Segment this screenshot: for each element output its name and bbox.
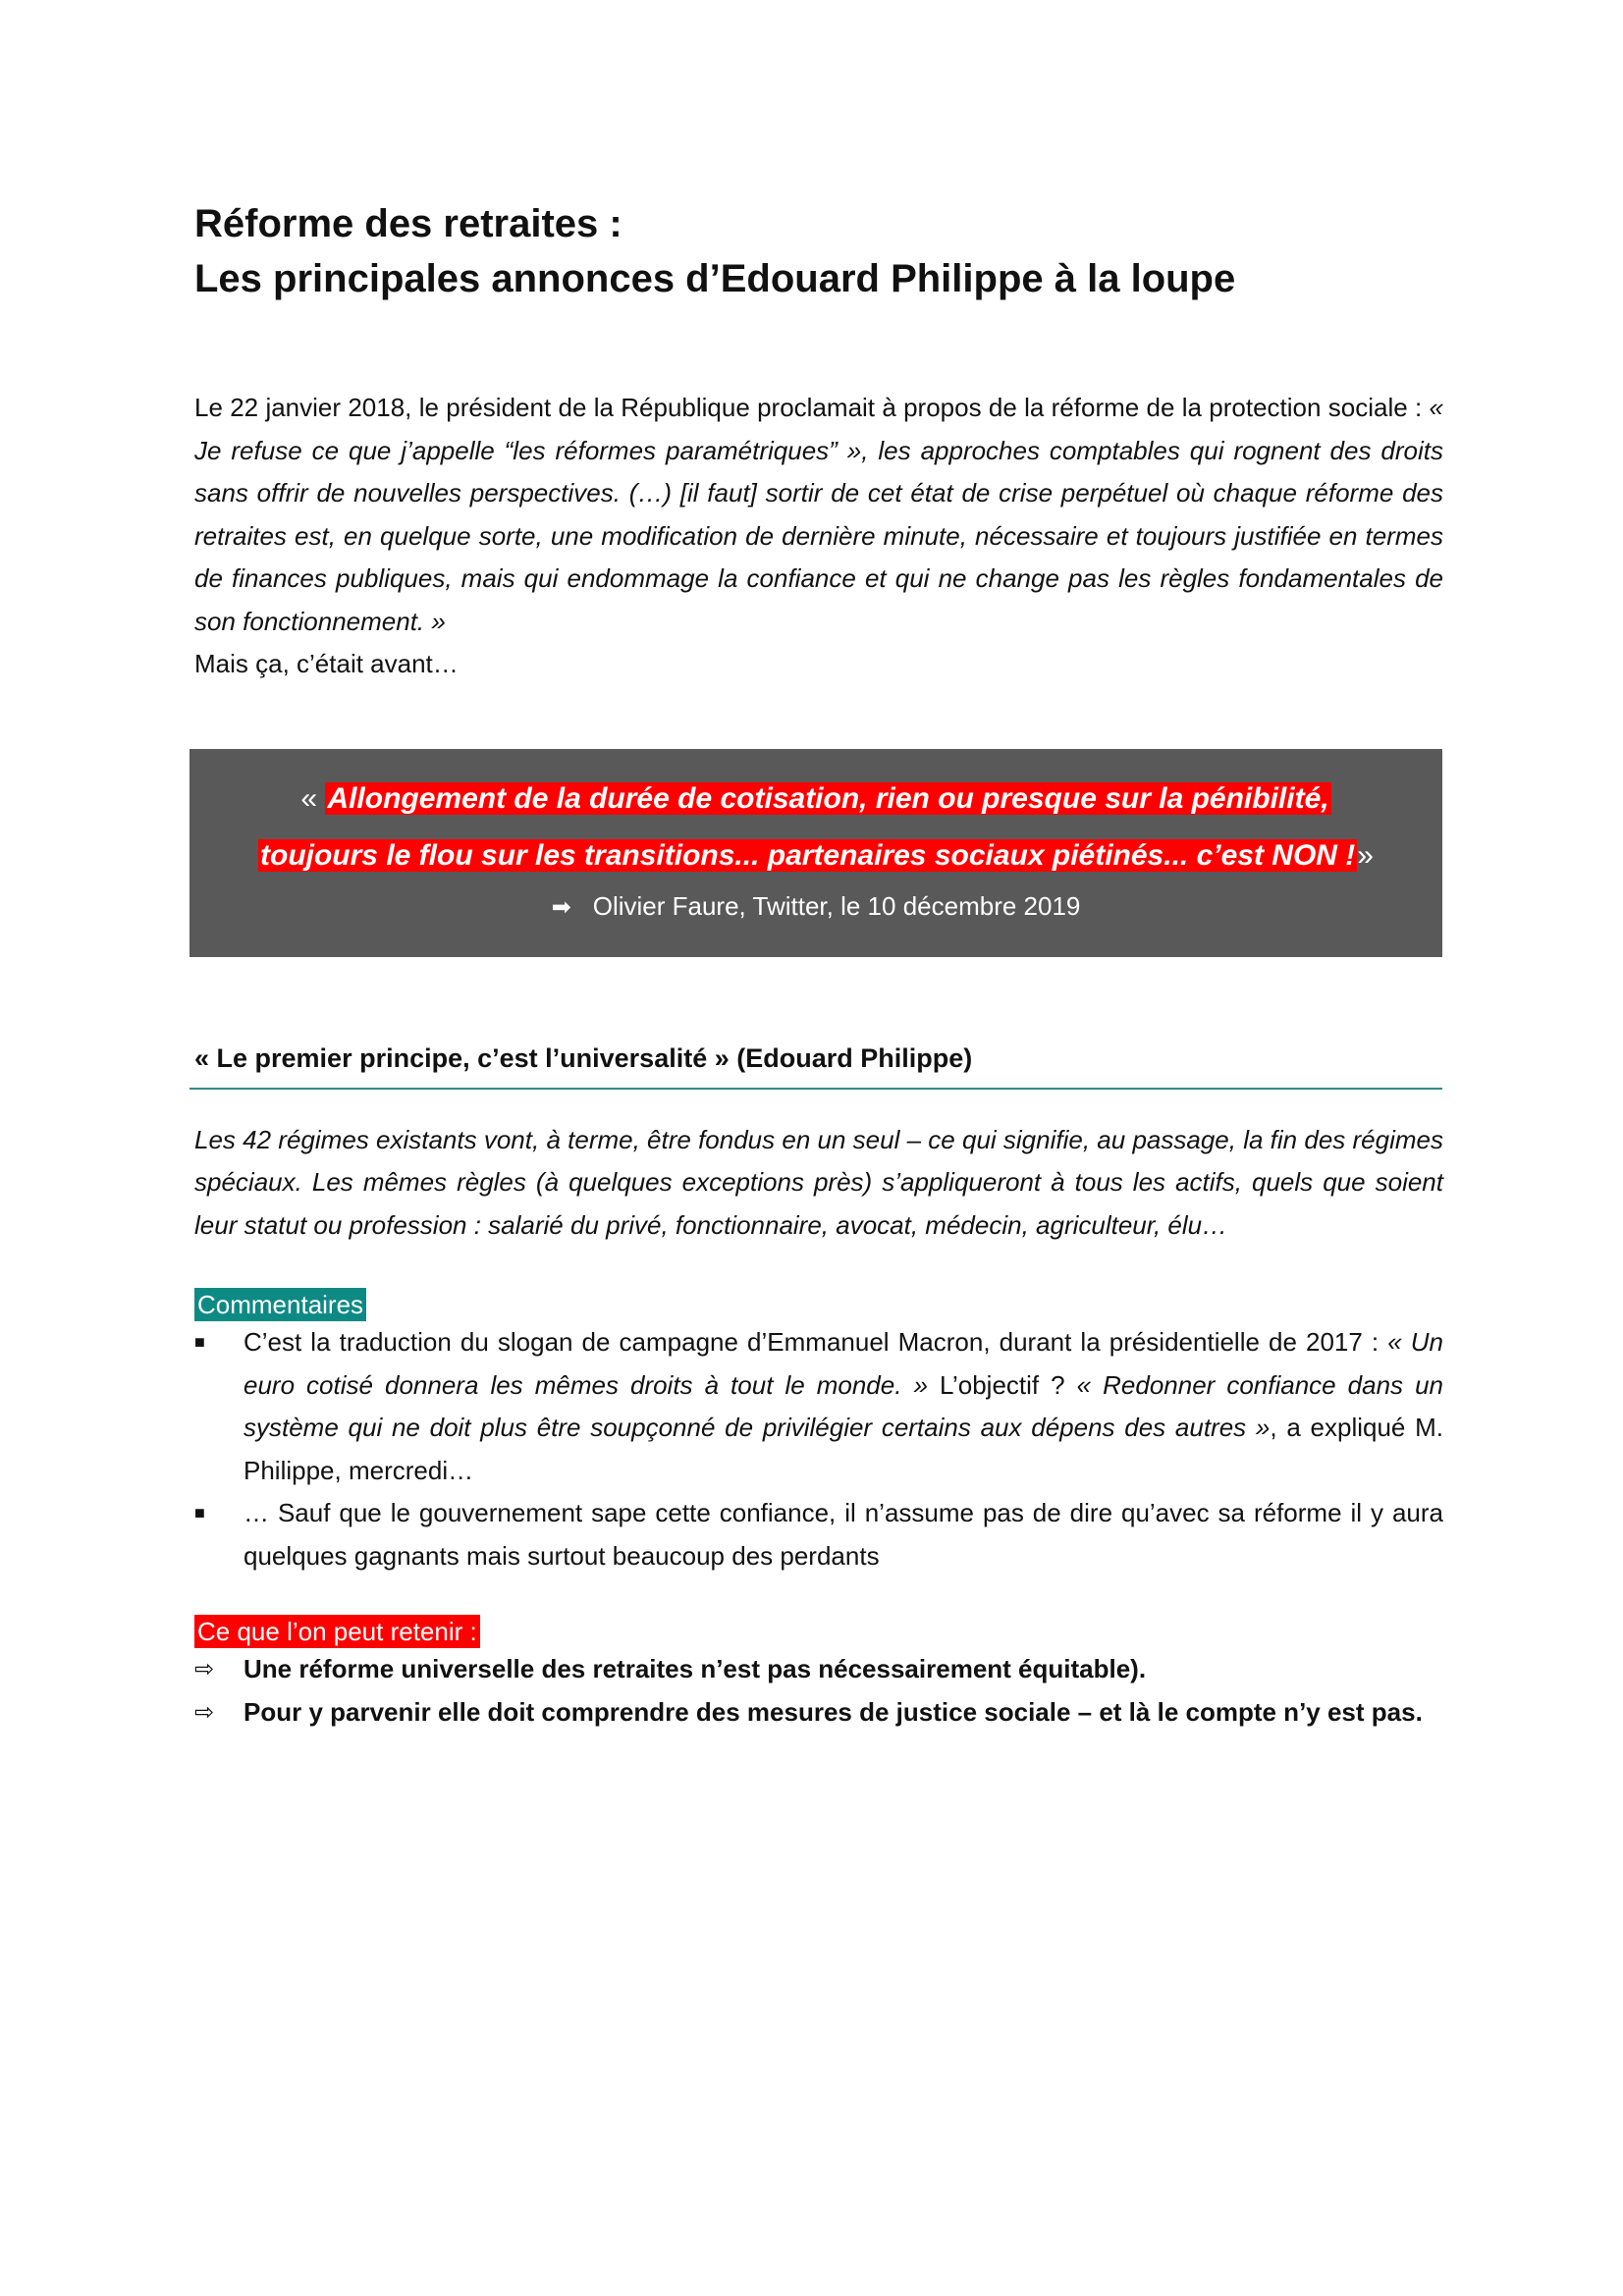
retain-text: Une réforme universelle des retraites n’est pas nécessairement équitable). bbox=[243, 1654, 1147, 1683]
comment-text: L’objectif ? bbox=[927, 1369, 1077, 1400]
callout-highlight-1: Allongement de la durée de cotisation, rien ou presque sur la pénibilité, bbox=[327, 781, 1329, 815]
comment-item bbox=[194, 1492, 1443, 1577]
document-page bbox=[194, 196, 1443, 1734]
retain-label: Ce que l’on peut retenir : bbox=[194, 1615, 480, 1648]
retain-block bbox=[194, 1615, 1443, 1734]
title-line-2: Les principales annonces d’Edouard Philippe à la loupe bbox=[194, 257, 1236, 300]
comment-text: , a expliqué M. Philippe, mercredi… bbox=[243, 1413, 1443, 1485]
callout-quote-box bbox=[189, 749, 1442, 957]
retain-list bbox=[194, 1648, 1443, 1734]
open-guillemet: « bbox=[300, 781, 326, 815]
callout-line-2 bbox=[189, 828, 1442, 884]
arrow-outline-icon: ⇨ bbox=[194, 1656, 215, 1682]
callout-highlight-2: toujours le flou sur les transitions... partenaires sociaux piétinés... c’est NON ! bbox=[260, 838, 1356, 872]
square-bullet-icon: ■ bbox=[194, 1503, 205, 1522]
close-guillemet: » bbox=[1357, 838, 1374, 872]
intro-paragraph bbox=[194, 387, 1443, 686]
comments-list bbox=[194, 1321, 1443, 1577]
square-bullet-icon: ■ bbox=[194, 1332, 205, 1352]
comment-item bbox=[194, 1321, 1443, 1492]
retain-item bbox=[194, 1648, 1443, 1691]
arrow-right-icon: ➡ bbox=[551, 893, 571, 921]
comment-quote: « Un euro cotisé donnera les mêmes droits à tout le monde. » bbox=[243, 1327, 1444, 1400]
callout-line-1 bbox=[189, 771, 1442, 828]
section-body: Les 42 régimes existants vont, à terme, être fondus en un seul – ce qui signifie, au passage, la fin des régimes spéciaux. Les mêmes règles (à quelques exceptions près) s’appliqueront à tous les actifs, quels que soient leur statut ou profession : salarié du privé, fonctionnaire, avocat, médecin, agriculteur, élu… bbox=[194, 1124, 1443, 1240]
callout-author bbox=[189, 884, 1442, 930]
comments-label: Commentaires bbox=[194, 1288, 366, 1321]
comment-text: C’est la traduction du slogan de campagne d’Emmanuel Macron, durant la présidentielle de 2017 : bbox=[243, 1327, 1388, 1357]
retain-text: Pour y parvenir elle doit comprendre des mesures de justice sociale – et là le compte n’y est pas. bbox=[243, 1696, 1423, 1727]
intro-quote: « Je refuse ce que j’appelle “les réformes paramétriques” », les approches comptables qui rognent des droits sans offrir de nouvelles perspectives. (…) [il faut] sortir de cet état de crise perpétuel où chaque réforme des retraites est, en quelque sorte, une modification de dernière minute, nécessaire et toujours justifiée en termes de finances publiques, mais qui endommage la confiance et qui ne change pas les règles fondamentales de son fonctionnement. » bbox=[194, 393, 1443, 636]
comment-text: … Sauf que le gouvernement sape cette confiance, il n’assume pas de dire qu’avec sa réforme il y aura quelques gagnants mais surtout beaucoup des perdants bbox=[243, 1498, 1443, 1571]
arrow-outline-icon: ⇨ bbox=[194, 1698, 215, 1726]
retain-item bbox=[194, 1691, 1443, 1735]
intro-after: Mais ça, c’était avant… bbox=[194, 649, 459, 678]
intro-lead: Le 22 janvier 2018, le président de la République proclamait à propos de la réforme de la protection sociale : bbox=[194, 393, 1430, 422]
comments-block bbox=[194, 1288, 1443, 1577]
comment-quote: « Redonner confiance dans un système qui ne doit plus être soupçonné de privilégier certains aux dépens des autres » bbox=[243, 1369, 1443, 1442]
section-heading: « Le premier principe, c’est l’universalité » (Edouard Philippe) bbox=[189, 1043, 1442, 1090]
title-line-1: Réforme des retraites : bbox=[194, 202, 622, 245]
document-title bbox=[194, 196, 1443, 306]
callout-author-text: Olivier Faure, Twitter, le 10 décembre 2019 bbox=[592, 890, 1081, 921]
